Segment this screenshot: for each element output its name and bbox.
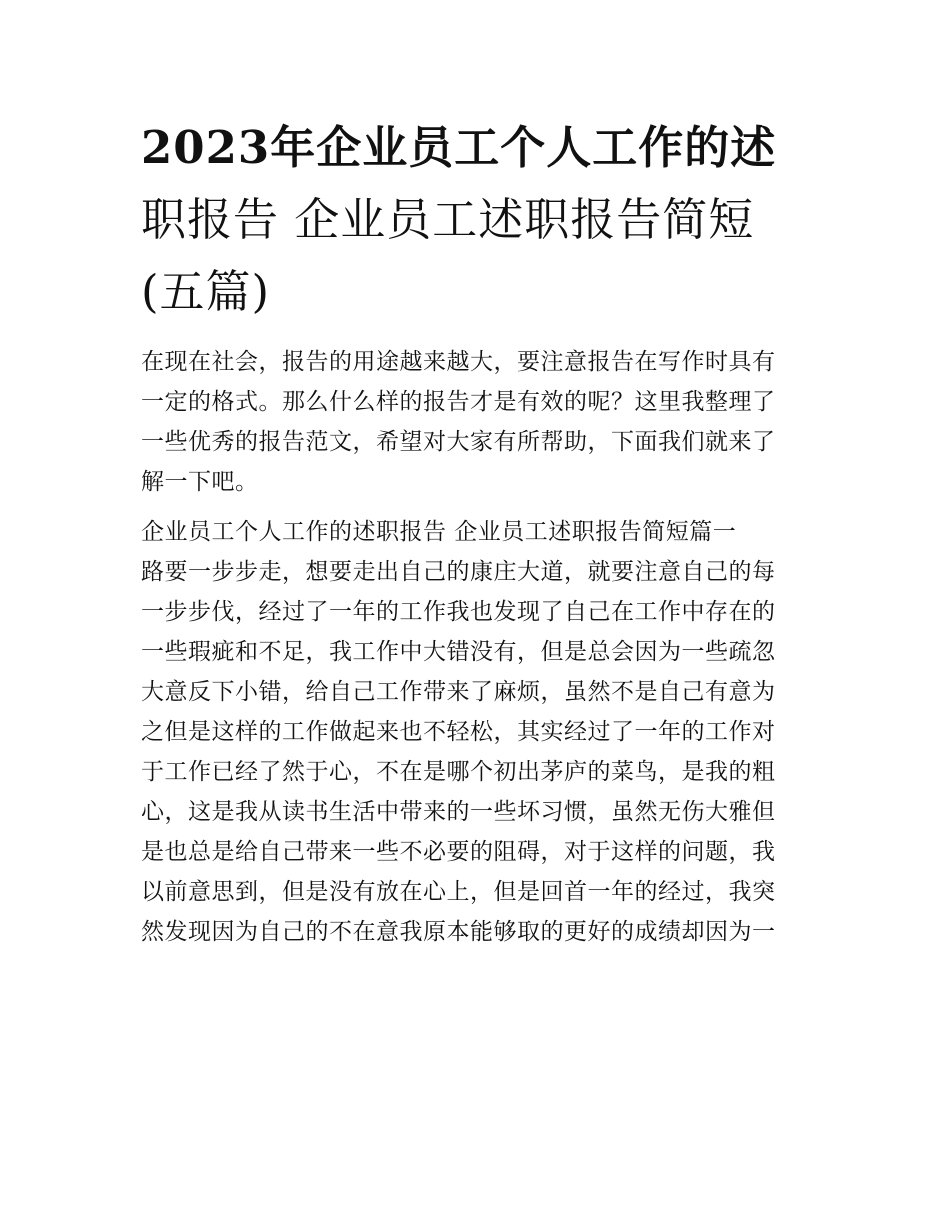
text-line: 一些瑕疵和不足，我工作中大错没有，但是总会因为一些疏忽 [141,639,776,665]
text-line: 一定的格式。那么什么样的报告才是有效的呢？这里我整理了 [141,389,776,415]
intro-paragraph [141,342,813,502]
text-line: 解一下吧。 [141,469,259,495]
document-page [141,112,813,952]
text-line: 心，这是我从读书生活中带来的一些坏习惯，虽然无伤大雅但 [141,799,776,825]
text-line: 之但是这样的工作做起来也不轻松，其实经过了一年的工作对 [141,719,776,745]
text-line: 企业员工个人工作的述职报告 企业员工述职报告简短篇一 [141,519,737,545]
text-line: 一步步伐，经过了一年的工作我也发现了自己在工作中存在的 [141,599,776,625]
title-line: 职报告 企业员工述职报告简短 [141,193,755,246]
text-line: 路要一步步走，想要走出自己的康庄大道，就要注意自己的每 [141,559,776,585]
text-line: 于工作已经了然于心，不在是哪个初出茅庐的菜鸟，是我的粗 [141,759,776,785]
text-line: 是也总是给自己带来一些不必要的阻碍，对于这样的问题，我 [141,839,776,865]
title-line: 2023年企业员工个人工作的述 [141,121,777,174]
document-title [141,112,813,328]
text-line: 一些优秀的报告范文，希望对大家有所帮助，下面我们就来了 [141,429,776,455]
text-line: 在现在社会，报告的用途越来越大，要注意报告在写作时具有 [141,349,776,375]
text-line: 大意反下小错，给自己工作带来了麻烦，虽然不是自己有意为 [141,679,776,705]
section-heading [141,512,813,552]
body-paragraph [141,552,813,952]
text-line: 然发现因为自己的不在意我原本能够取的更好的成绩却因为一 [141,919,776,945]
text-line: 以前意思到，但是没有放在心上，但是回首一年的经过，我突 [141,879,776,905]
title-line: (五篇) [141,265,271,318]
